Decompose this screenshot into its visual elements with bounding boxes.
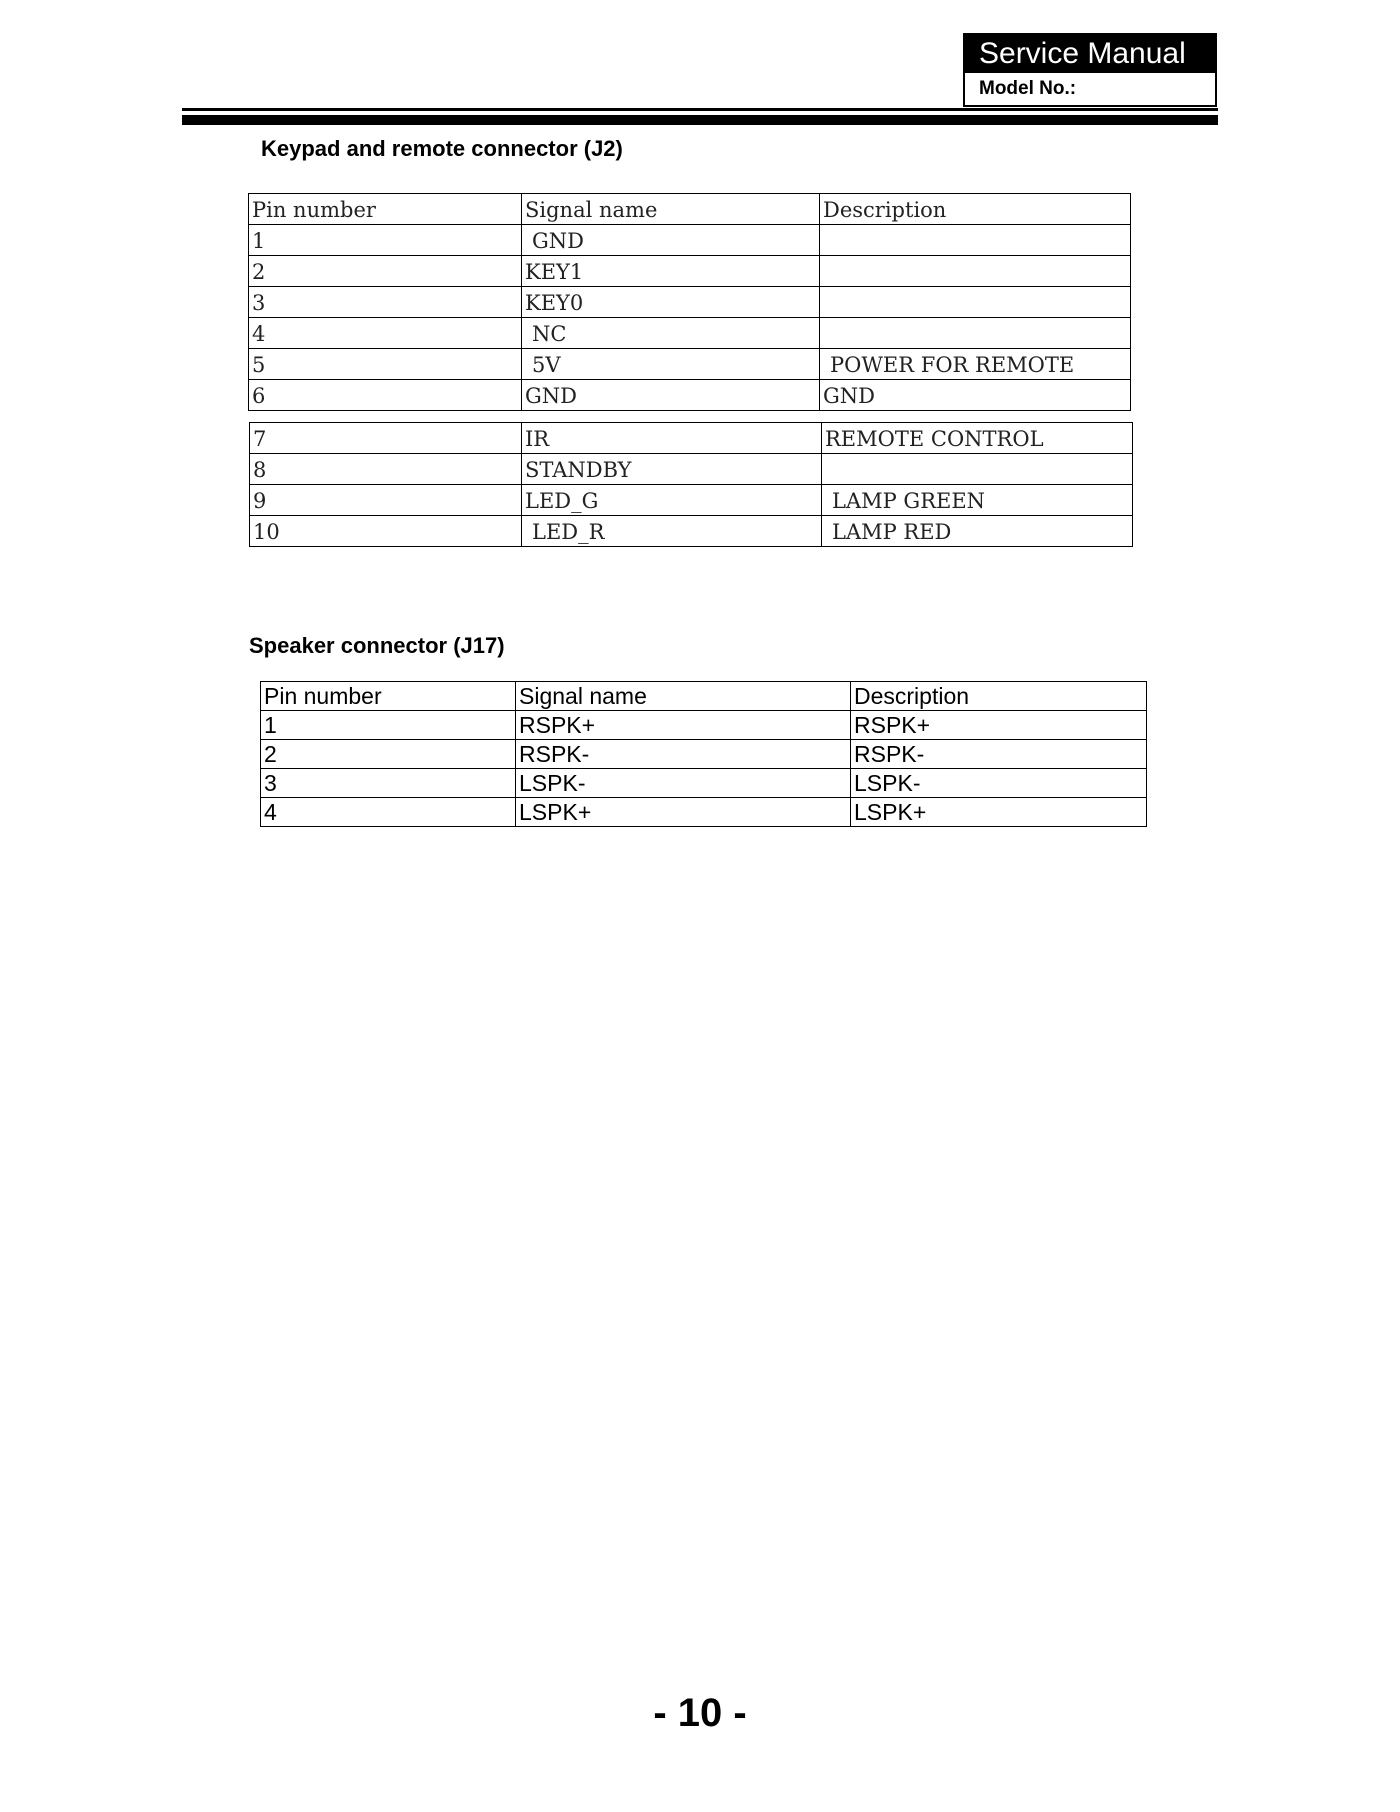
signal-cell: LED_R xyxy=(522,516,822,547)
description-cell xyxy=(820,287,1131,318)
pin-cell: 5 xyxy=(249,349,522,380)
table-row xyxy=(249,287,1131,318)
pin-cell: 1 xyxy=(249,225,522,256)
description-cell: RSPK- xyxy=(851,740,1147,769)
description-cell: LSPK- xyxy=(851,769,1147,798)
signal-cell: KEY0 xyxy=(522,287,820,318)
header-rule-thick xyxy=(182,115,1218,125)
keypad-connector-table xyxy=(248,193,1131,411)
table-row xyxy=(249,256,1131,287)
pin-cell: 1 xyxy=(261,711,516,740)
table-row xyxy=(261,769,1147,798)
column-header-description: Description xyxy=(851,682,1147,711)
speaker-section-title: Speaker connector (J17) xyxy=(249,633,505,658)
signal-cell: KEY1 xyxy=(522,256,820,287)
signal-cell: NC xyxy=(522,318,820,349)
header-title: Service Manual xyxy=(965,35,1215,73)
pin-cell: 6 xyxy=(249,380,522,411)
table-row xyxy=(261,798,1147,827)
description-cell: LAMP RED xyxy=(822,516,1133,547)
signal-cell: GND xyxy=(522,225,820,256)
description-cell xyxy=(820,318,1131,349)
pin-cell: 7 xyxy=(250,423,522,454)
pin-cell: 9 xyxy=(250,485,522,516)
pin-cell: 2 xyxy=(261,740,516,769)
table-row xyxy=(261,740,1147,769)
table-row xyxy=(250,454,1133,485)
table-header-row xyxy=(249,194,1131,225)
table-row xyxy=(250,516,1133,547)
pin-cell: 4 xyxy=(261,798,516,827)
signal-cell: STANDBY xyxy=(522,454,822,485)
keypad-connector-table-continued xyxy=(249,422,1133,547)
table-row xyxy=(261,711,1147,740)
description-cell: REMOTE CONTROL xyxy=(822,423,1133,454)
signal-cell: LSPK- xyxy=(516,769,851,798)
signal-cell: IR xyxy=(522,423,822,454)
pin-cell: 3 xyxy=(249,287,522,318)
header-box xyxy=(963,33,1217,107)
column-header-pin-number: Pin number xyxy=(261,682,516,711)
description-cell: LSPK+ xyxy=(851,798,1147,827)
pin-cell: 4 xyxy=(249,318,522,349)
column-header-description: Description xyxy=(820,194,1131,225)
column-header-signal-name: Signal name xyxy=(516,682,851,711)
pin-cell: 3 xyxy=(261,769,516,798)
table-row xyxy=(249,349,1131,380)
keypad-section-title: Keypad and remote connector (J2) xyxy=(261,136,623,161)
table-row xyxy=(250,485,1133,516)
description-cell xyxy=(820,256,1131,287)
table-row xyxy=(249,318,1131,349)
description-cell: RSPK+ xyxy=(851,711,1147,740)
signal-cell: LED_G xyxy=(522,485,822,516)
page-number: - 10 - xyxy=(653,1691,747,1735)
description-cell xyxy=(822,454,1133,485)
table-row xyxy=(249,380,1131,411)
column-header-signal-name: Signal name xyxy=(522,194,820,225)
signal-cell: GND xyxy=(522,380,820,411)
header-rule-thin xyxy=(182,108,1218,111)
signal-cell: RSPK+ xyxy=(516,711,851,740)
table-row xyxy=(249,225,1131,256)
pin-cell: 8 xyxy=(250,454,522,485)
speaker-connector-table xyxy=(260,681,1147,827)
model-number-label: Model No.: xyxy=(979,78,1077,99)
pin-cell: 10 xyxy=(250,516,522,547)
table-row xyxy=(250,423,1133,454)
description-cell xyxy=(820,225,1131,256)
signal-cell: LSPK+ xyxy=(516,798,851,827)
column-header-pin-number: Pin number xyxy=(249,194,522,225)
description-cell: GND xyxy=(820,380,1131,411)
description-cell: LAMP GREEN xyxy=(822,485,1133,516)
table-header-row xyxy=(261,682,1147,711)
description-cell: POWER FOR REMOTE xyxy=(820,349,1131,380)
signal-cell: 5V xyxy=(522,349,820,380)
signal-cell: RSPK- xyxy=(516,740,851,769)
pin-cell: 2 xyxy=(249,256,522,287)
